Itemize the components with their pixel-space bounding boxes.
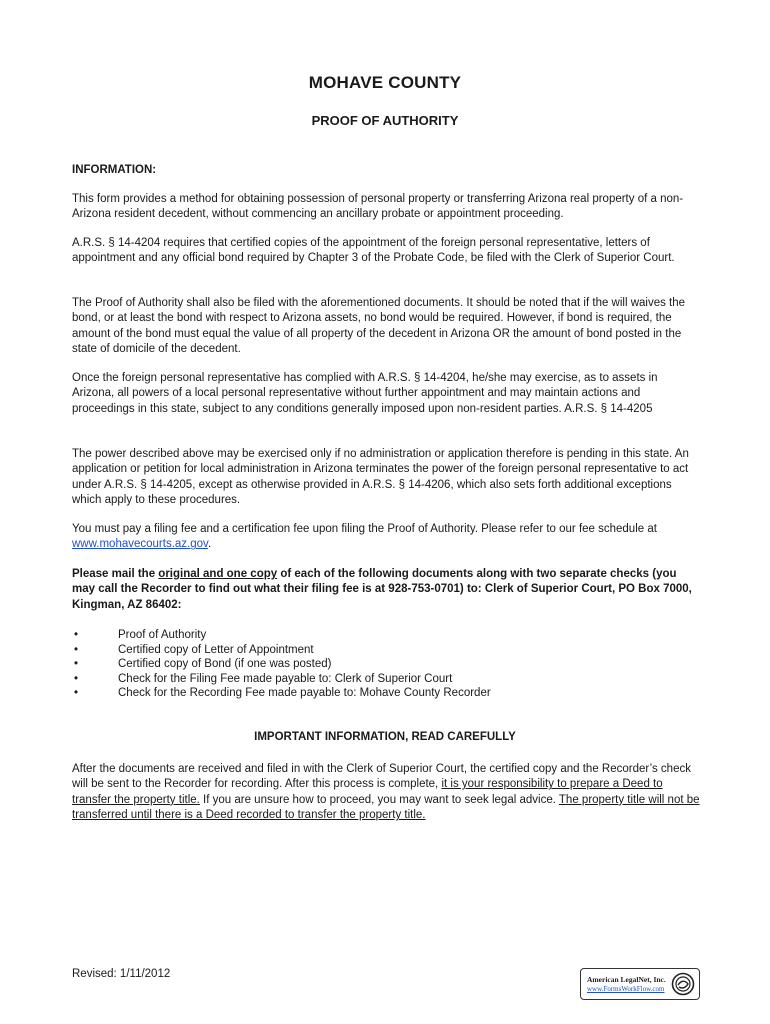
mailing-text-underline: original and one copy — [158, 568, 278, 580]
publisher-logo — [580, 968, 700, 1000]
bullet-marker: • — [74, 658, 79, 671]
logo-url-link[interactable]: www.FormsWorkFlow.com — [587, 985, 665, 993]
revision-date: Revised: 1/11/2012 — [72, 968, 171, 980]
page-title: MOHAVE COUNTY — [308, 73, 462, 92]
list-item-text: Check for the Filing Fee made payable to: Clerk of Superior Court — [118, 672, 453, 685]
important-text-underline2: The property title will not be transferred until there is a Deed recorded to transfer the property title. — [72, 793, 700, 822]
list-item-text: Certified copy of Bond (if one was posted) — [118, 658, 332, 671]
logo-company-name: American LegalNet, Inc. — [587, 975, 666, 984]
important-text-part1: After the documents are received and filed in with the Clerk of Superior Court, the certified copy and the Recorder’s check will be sent to the Recorder for recording. After this process is complete, — [72, 763, 691, 791]
bullet-marker: • — [74, 643, 79, 656]
bullet-marker: • — [74, 687, 79, 700]
information-heading: INFORMATION: — [72, 164, 157, 176]
list-item — [72, 628, 700, 643]
paragraph-statute-text: A.R.S. § 14-4204 requires that certified copies of the appointment of the foreign personal representative, letters of appointment and any official bond required by Chapter 3 of the Probate Code, be filed with the Clerk of Superior Court. — [72, 237, 675, 265]
fee-schedule-link[interactable]: www.mohavecourts.az.gov — [72, 538, 208, 551]
list-item-text: Proof of Authority — [118, 629, 207, 641]
important-heading: IMPORTANT INFORMATION, READ CAREFULLY — [254, 731, 516, 743]
list-item-text: Certified copy of Letter of Appointment — [118, 643, 314, 656]
paragraph-limitations-text: The power described above may be exercised only if no administration or application therefore is pending in this state. An application or petition for local administration in Arizona terminates the power of the foreign personal representative to act under A.R.S. § 14-4205, except as otherwise provided in A.R.S. § 14-4206, which also sets forth additional exceptions which apply to these procedures. — [72, 448, 689, 507]
fees-text-before: You must pay a filing fee and a certification fee upon filing the Proof of Authority. Please refer to our fee schedule at — [72, 523, 657, 535]
list-item — [72, 672, 700, 687]
bullet-marker: • — [74, 629, 79, 641]
page-subtitle: PROOF OF AUTHORITY — [311, 113, 459, 128]
fees-text-after: . — [207, 538, 212, 551]
document-checklist — [72, 628, 700, 701]
mailing-text-after: of each of the following documents along with two separate checks (you may call the Recorder to find out what their filing fee is at 928-753-0701) to: Clerk of Superior Court, PO Box 7000, Kingman, AZ 86402: — [72, 568, 692, 611]
paragraph-fees — [72, 522, 700, 553]
list-item — [72, 686, 700, 701]
list-item — [72, 657, 700, 672]
paragraph-mailing — [72, 567, 700, 613]
important-text-underline1: it is your responsibility to prepare a Deed to transfer the property title. — [72, 778, 663, 806]
mailing-text-before: Please mail the — [72, 568, 159, 580]
paragraph-statute — [72, 236, 700, 267]
paragraph-purpose — [72, 192, 700, 223]
paragraph-bond — [72, 296, 700, 358]
bullet-marker: • — [74, 672, 79, 685]
paragraph-fees-text — [72, 522, 700, 553]
list-item — [72, 643, 700, 658]
important-text-part2: If you are unsure how to proceed, you may want to seek legal advice. — [199, 793, 559, 806]
paragraph-powers — [72, 371, 700, 417]
paragraph-purpose-text: This form provides a method for obtaining possession of personal property or transferring Arizona real property of a non-Arizona resident decedent, without commencing an ancillary probate or appointment proceeding. — [72, 193, 684, 221]
paragraph-powers-text: Once the foreign personal representative has complied with A.R.S. § 14-4204, he/she may exercise, as to assets in Arizona, all powers of a local personal representative without further appointment and may maintain actions and proceedings in this state, subject to any conditions generally imposed upon non-resident parties. A.R.S. § 14-4205 — [72, 372, 658, 415]
list-item-text: Check for the Recording Fee made payable to: Mohave County Recorder — [118, 687, 491, 700]
paragraph-bond-text: The Proof of Authority shall also be filed with the aforementioned documents. It should be noted that if the will waives the bond, or at least the bond with respect to Arizona assets, no bond would be required. However, if bond is required, the amount of the bond must equal the value of all property of the decedent in Arizona OR the amount of bond posted in the state of domicile of the decedent. — [72, 297, 686, 356]
paragraph-limitations — [72, 447, 700, 509]
paragraph-important — [72, 762, 700, 824]
paragraph-important-text — [72, 762, 700, 824]
paragraph-mailing-text — [72, 567, 700, 613]
seal-icon — [671, 972, 695, 996]
